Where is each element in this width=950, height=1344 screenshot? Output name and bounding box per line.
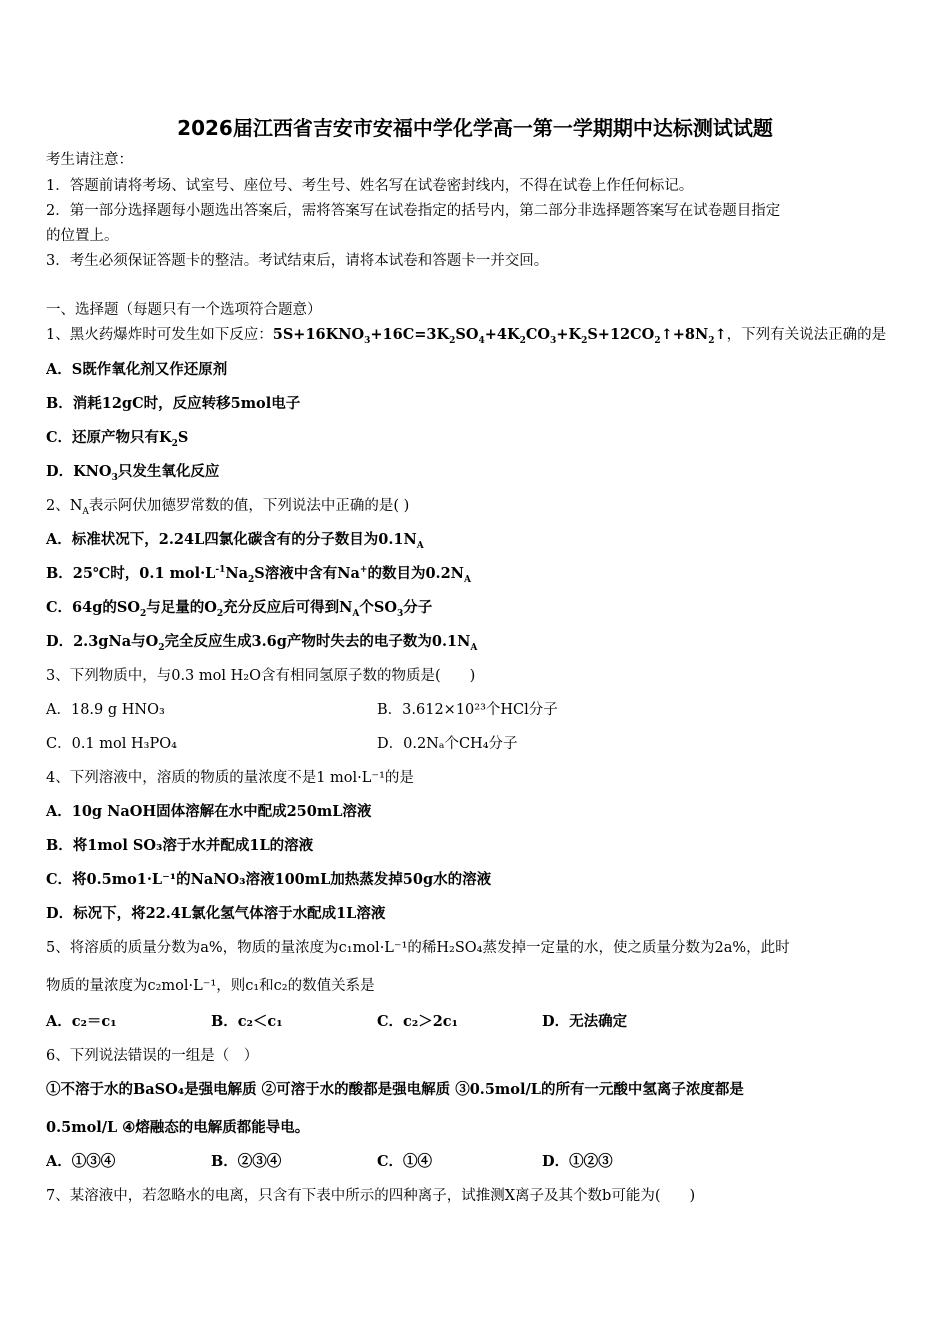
q6-option-b: B．②③④ — [211, 1153, 282, 1170]
q5-option-c: C．c₂＞2c₁ — [377, 1013, 458, 1030]
question-7-stem: 7、某溶液中，若忽略水的电离，只含有下表中所示的四种离子，试推测X离子及其个数b可能为( ) — [46, 1188, 696, 1204]
q1-option-c: C．还原产物只有$K_2S$ — [46, 429, 189, 449]
q6-option-c: C．①④ — [377, 1153, 433, 1170]
notice-item-3: 3．考生必须保证答题卡的整洁。考试结束后，请将本试卷和答题卡一并交回。 — [46, 253, 549, 269]
question-5-stem-line1: 5、将溶质的质量分数为a%，物质的量浓度为c₁mol·L⁻¹的稀H₂SO₄蒸发掉一定量的水，使之质量分数为2a%，此时 — [46, 940, 790, 956]
q6-option-a: A．①③④ — [46, 1153, 116, 1170]
notice-item-2-cont: 的位置上。 — [46, 228, 119, 244]
q4-option-c: C．将0.5mo1·L⁻¹的NaNO₃溶液100mL加热蒸发掉50g水的溶液 — [46, 871, 492, 888]
notice-item-1: 1．答题前请将考场、试室号、座位号、考生号、姓名写在试卷密封线内，不得在试卷上作任何标记。 — [46, 178, 694, 194]
q6-option-d: D．①②③ — [542, 1153, 613, 1170]
q2-option-d: D．2.3gNa与$O_2$完全反应生成3.6g产物时失去的电子数为$0.1N_A$ — [46, 633, 478, 653]
notice-heading: 考生请注意： — [46, 152, 133, 168]
q4-option-b: B．将1mol SO₃溶于水并配成1L的溶液 — [46, 837, 314, 854]
question-1-stem: 1、黑火药爆炸时可发生如下反应：$5S+16KNO_3+16C=3K_2SO_4+4K_2CO_3+K_2S+12CO_2↑+8N_2↑$，下列有关说法正确的是 — [46, 326, 887, 346]
q1-option-a: A．S既作氧化剂又作还原剂 — [46, 361, 228, 378]
q4-option-a: A．10g NaOH固体溶解在水中配成250mL溶液 — [46, 803, 372, 820]
q2-option-a: A．标准状况下，2.24L四氯化碳含有的分子数目为$0.1N_A$ — [46, 531, 424, 551]
question-6-statements-line2: 0.5mol/L ④熔融态的电解质都能导电。 — [46, 1119, 310, 1136]
question-6-statements-line1: ①不溶于水的BaSO₄是强电解质 ②可溶于水的酸都是强电解质 ③0.5mol/L的所有一元酸中氢离子浓度都是 — [46, 1081, 744, 1098]
question-5-stem-line2: 物质的量浓度为c₂mol·L⁻¹，则c₁和c₂的数值关系是 — [46, 978, 375, 994]
q4-option-d: D．标况下，将22.4L氯化氢气体溶于水配成1L溶液 — [46, 905, 386, 922]
question-3-stem: 3、下列物质中，与0.3 mol H₂O含有相同氢原子数的物质是( ) — [46, 668, 476, 684]
page-title: 2026届江西省吉安市安福中学化学高一第一学期期中达标测试试题 — [177, 116, 773, 140]
question-2-stem: 2、$N_A$表示阿伏加德罗常数的值，下列说法中正确的是( ) — [46, 498, 410, 517]
q5-option-b: B．c₂＜c₁ — [211, 1013, 283, 1030]
notice-item-2: 2．第一部分选择题每小题选出答案后，需将答案写在试卷指定的括号内，第二部分非选择题答案写在试卷题目指定 — [46, 203, 781, 219]
q3-option-d: D．0.2Nₐ个CH₄分子 — [377, 736, 518, 752]
question-6-stem: 6、下列说法错误的一组是（ ） — [46, 1048, 259, 1064]
q2-option-c: C．64g的$SO_2$与足量的$O_2$充分反应后可得到$N_A$个$SO_3$分子 — [46, 599, 433, 619]
q1-option-b: B．消耗12gC时，反应转移5mol电子 — [46, 395, 301, 412]
q3-option-c: C．0.1 mol H₃PO₄ — [46, 736, 177, 752]
q2-option-b: B．25℃时，0.1 $mol\cdot L^{-1}Na_2S$溶液中含有Na+的数目为$0.2N_A$ — [46, 565, 471, 585]
q3-option-b: B．3.612×10²³个HCl分子 — [377, 702, 558, 718]
section-heading: 一、选择题（每题只有一个选项符合题意） — [46, 302, 322, 318]
q5-option-d: D．无法确定 — [542, 1013, 628, 1030]
q5-option-a: A．c₂＝c₁ — [46, 1013, 117, 1030]
q3-option-a: A．18.9 g HNO₃ — [46, 702, 165, 718]
q1-option-d: D．$KNO_3$只发生氧化反应 — [46, 463, 220, 483]
question-4-stem: 4、下列溶液中，溶质的物质的量浓度不是1 mol·L⁻¹的是 — [46, 770, 414, 786]
